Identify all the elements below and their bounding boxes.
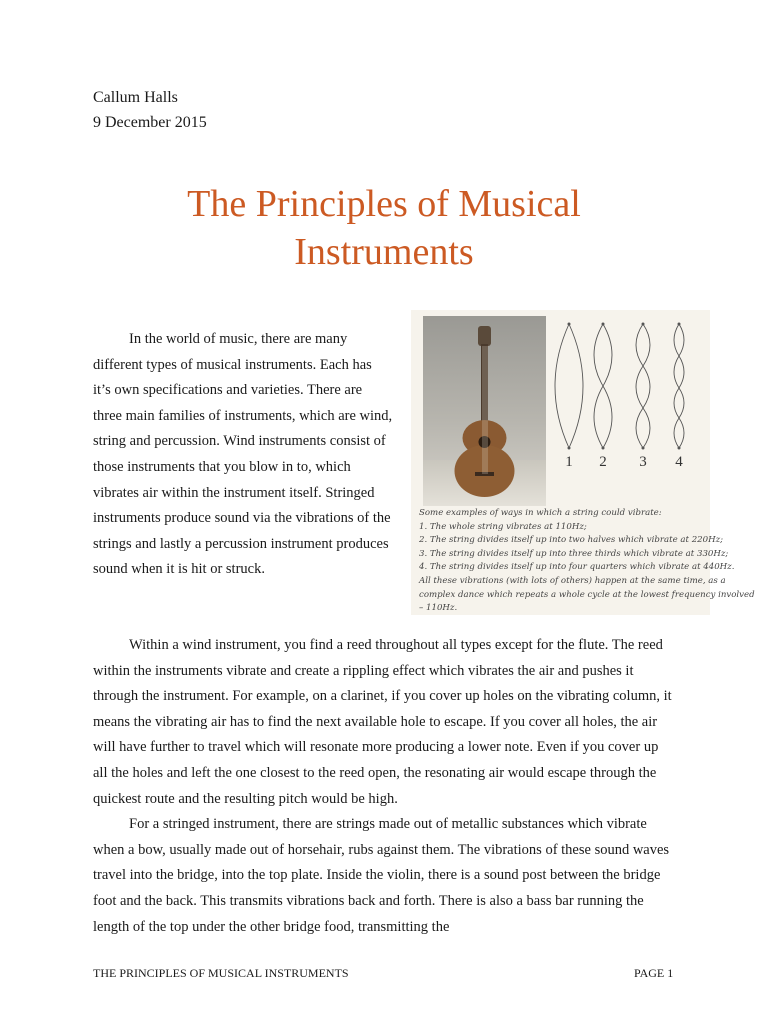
wave-label-1: 1: [565, 454, 573, 470]
caption-line: – 110Hz.: [419, 603, 458, 614]
wave-label-3: 3: [639, 454, 647, 470]
string-vibration-figure: [411, 310, 755, 615]
string-instruments-paragraph: For a stringed instrument, there are strings made out of metallic substances which vibrate when a bow, usually made out of horsehair, rubs against them. The vibrations of these sound waves travel into the bridge, into the top plate. Inside the violin, there is a sound post between the bridge foot and the back. This transmits vibrations back and forth. There is also a bass bar running the length of the top under the other bridge food, transmitting the: [93, 816, 670, 935]
caption-line: 4. The string divides itself up into four quarters which vibrate at 440Hz.: [419, 562, 735, 573]
body-text: [93, 633, 676, 940]
caption-line: 3. The string divides itself up into three thirds which vibrate at 330Hz;: [419, 548, 729, 559]
footer-running-title: THE PRINCIPLES OF MUSICAL INSTRUMENTS: [93, 966, 349, 980]
wave-label-4: 4: [675, 454, 683, 470]
caption-line: 1. The whole string vibrates at 110Hz;: [419, 521, 587, 532]
wave-label-2: 2: [599, 454, 607, 470]
document-date: 9 December 2015: [93, 114, 207, 131]
page-title: [80, 180, 688, 276]
footer-page-number: PAGE 1: [634, 966, 674, 980]
author-name: Callum Halls: [93, 89, 178, 106]
caption-line: Some examples of ways in which a string could vibrate:: [419, 508, 662, 518]
intro-paragraph: In the world of music, there are many different types of musical instruments. Each has it’s own specifications and varieties. There are three main families of instruments, which are wind, string and percussion. Wind instruments consist of those instruments that you blow in to, which vibrates air within the instrument itself. Stringed instruments produce sound via the vibrations of the strings and lastly a percussion instrument produces sound when it is hit or struck.: [93, 331, 393, 578]
wind-instruments-paragraph: Within a wind instrument, you find a reed throughout all types except for the flute. The reed within the instruments vibrate and create a rippling effect which vibrates the air and pushes it through the instrument. For example, on a clarinet, if you cover up holes on the vibrating column, it means the vibrating air has to find the next available hole to escape. If you cover all holes, the air will have further to travel which will resonate more producing a lower note. Even if you cover up all the holes and left the one closest to the reed open, the resonating air would escape through the quickest route and the resulting pitch would be high.: [93, 637, 672, 807]
vibration-modes-diagram: [549, 316, 699, 506]
guitar-photo: [423, 316, 546, 506]
title-line-1: The Principles of Musical: [187, 183, 581, 225]
caption-line: 2. The string divides itself up into two halves which vibrate at 220Hz;: [419, 535, 724, 546]
caption-line: complex dance which repeats a whole cycle at the lowest frequency involved: [419, 589, 755, 600]
mode-2-wave: [594, 324, 612, 448]
mode-3-wave: [636, 324, 650, 448]
caption-line: All these vibrations (with lots of others) happen at the same time, as a: [419, 575, 726, 586]
guitar-icon: [423, 316, 546, 506]
mode-4-wave: [674, 324, 684, 448]
mode-1-wave: [555, 324, 583, 448]
figure-caption: [419, 507, 755, 616]
title-line-2: Instruments: [294, 231, 474, 273]
